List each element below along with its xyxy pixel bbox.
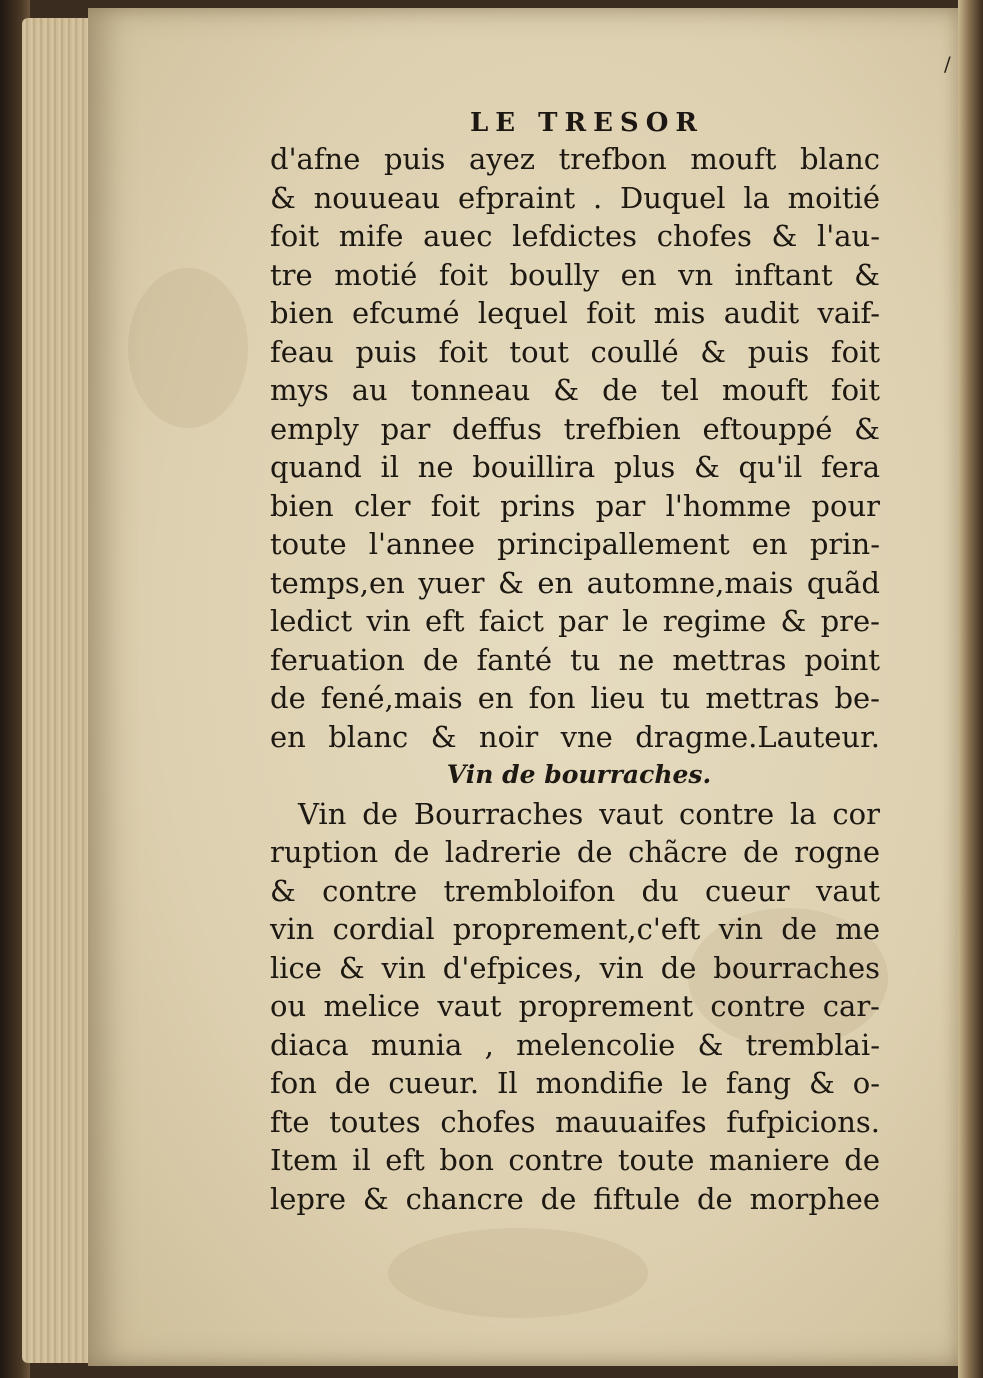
text-line: temps,en yuer & en automne,mais quãd bbox=[270, 565, 880, 600]
text-line: foit mife auec lefdictes chofes & l'au- bbox=[270, 219, 880, 253]
body-text bbox=[270, 140, 880, 1218]
text-line: ruption de ladrerie de chãcre de rogne bbox=[270, 835, 880, 869]
text-line: de fené,mais en fon lieu tu mettras be- bbox=[270, 681, 880, 715]
text-line: vin cordial proprement,c'eft vin de me bbox=[270, 912, 880, 946]
text-line: feau puis foit tout coullé & puis foit bbox=[270, 334, 880, 369]
text-line: bien cler foit prins par l'homme pour bbox=[270, 488, 880, 523]
text-line: lice & vin d'efpices, vin de bourraches bbox=[270, 950, 880, 985]
text-line: en blanc & noir vne dragme.Lauteur. bbox=[270, 719, 880, 754]
text-line: fon de cueur. Il mondifie le fang & o- bbox=[270, 1066, 880, 1100]
text-line: tre motié foit boully en vn inftant & bbox=[270, 257, 880, 292]
text-line: emply par deffus trefbien eftouppé & bbox=[270, 411, 880, 446]
running-head: LE TRESOR bbox=[470, 108, 704, 138]
text-line: diaca munia , melencolie & tremblai- bbox=[270, 1027, 880, 1062]
text-line: feruation de fanté tu ne mettras point bbox=[270, 642, 880, 677]
text-line: mys au tonneau & de tel mouft foit bbox=[270, 373, 880, 407]
text-line: bien efcumé lequel foit mis audit vaif- bbox=[270, 296, 880, 330]
page-edge-right bbox=[958, 0, 983, 1378]
paper-stain bbox=[128, 268, 248, 428]
folio-mark: / bbox=[944, 52, 951, 76]
text-line: toute l'annee principallement en prin- bbox=[270, 527, 880, 561]
text-line: quand il ne bouillira plus & qu'il fera bbox=[270, 450, 880, 484]
text-line: d'afne puis ayez trefbon mouft blanc bbox=[270, 142, 880, 176]
text-line: & contre trembloifon du cueur vaut bbox=[270, 873, 880, 908]
text-line: & nouueau efpraint . Duquel la moitié bbox=[270, 180, 880, 215]
text-line: Item il eft bon contre toute maniere de bbox=[270, 1143, 880, 1177]
paper-stain bbox=[388, 1228, 648, 1318]
section-heading: Vin de bourraches. bbox=[446, 760, 712, 789]
text-line: Vin de Bourraches vaut contre la cor bbox=[298, 796, 880, 831]
text-line: fte toutes chofes mauuaifes fufpicions. bbox=[270, 1104, 880, 1139]
text-line: ou melice vaut proprement contre car- bbox=[270, 989, 880, 1023]
text-line: ledict vin eft faict par le regime & pre- bbox=[270, 604, 880, 638]
text-line: lepre & chancre de fiftule de morphee bbox=[270, 1181, 880, 1216]
